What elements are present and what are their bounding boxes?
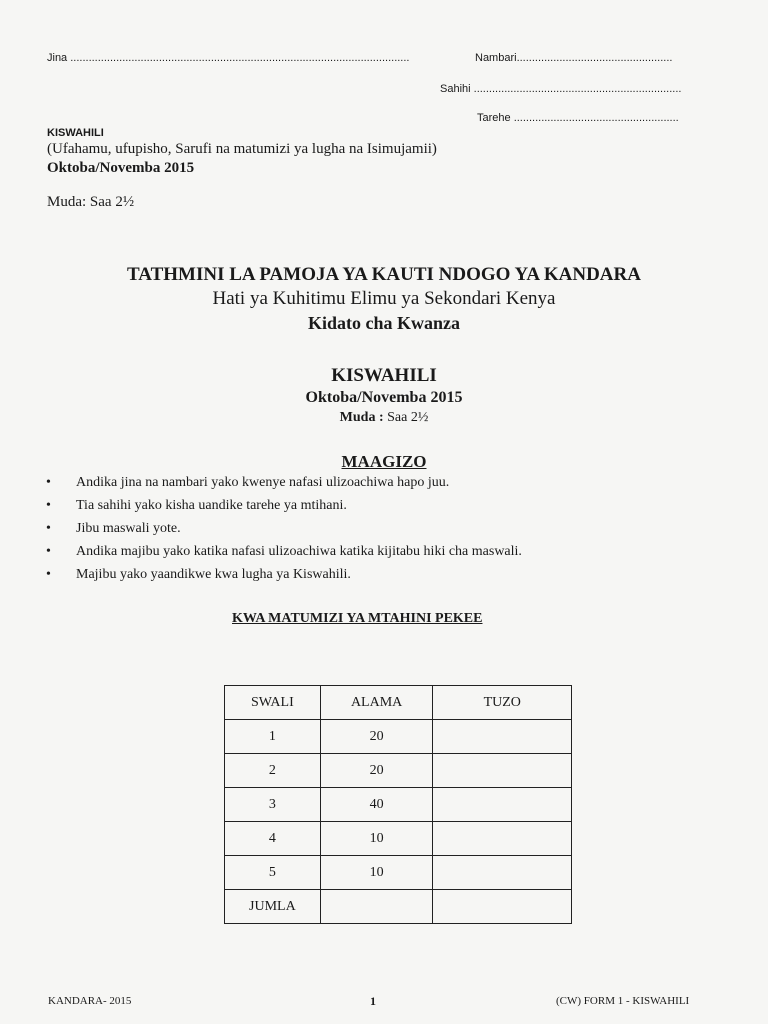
instruction-item: • Tia sahihi yako kisha uandike tarehe ya mtihani. bbox=[46, 494, 726, 517]
duration-label: Muda : bbox=[339, 410, 384, 425]
question-cell: 1 bbox=[225, 720, 321, 754]
question-cell: 5 bbox=[225, 856, 321, 890]
score-cell[interactable] bbox=[433, 788, 572, 822]
table-row bbox=[225, 788, 572, 822]
table-row bbox=[225, 720, 572, 754]
marks-cell: 20 bbox=[320, 720, 433, 754]
exam-form: Kidato cha Kwanza bbox=[307, 313, 460, 333]
date-field[interactable]: Tarehe ...................................................... bbox=[477, 112, 679, 124]
examiner-heading: KWA MATUMIZI YA MTAHINI PEKEE bbox=[232, 611, 483, 626]
score-cell[interactable] bbox=[433, 720, 572, 754]
marks-table bbox=[224, 685, 572, 924]
bullet-icon: • bbox=[46, 544, 51, 559]
name-field[interactable]: Jina ............................................................................................................... bbox=[47, 52, 410, 64]
exam-title: TATHMINI LA PAMOJA YA KAUTI NDOGO YA KANDARA bbox=[127, 264, 641, 285]
duration-value: Saa 2½ bbox=[387, 410, 429, 425]
instruction-item: • Majibu yako yaandikwe kwa lugha ya Kiswahili. bbox=[46, 563, 726, 586]
marks-cell: 40 bbox=[320, 788, 433, 822]
column-header: SWALI bbox=[225, 686, 321, 720]
subject-session: Oktoba/Novemba 2015 bbox=[47, 160, 195, 176]
question-cell: 3 bbox=[225, 788, 321, 822]
table-header-row bbox=[225, 686, 572, 720]
bullet-icon: • bbox=[46, 567, 51, 582]
table-row bbox=[225, 754, 572, 788]
subject-duration: Muda: Saa 2½ bbox=[47, 194, 135, 210]
footer-right: (CW) FORM 1 - KISWAHILI bbox=[556, 995, 690, 1007]
signature-field[interactable]: Sahihi .................................................................... bbox=[440, 83, 682, 95]
bullet-icon: • bbox=[46, 521, 51, 536]
marks-cell: 10 bbox=[320, 856, 433, 890]
subject-topics: (Ufahamu, ufupisho, Sarufi na matumizi ya lugha na Isimujamii) bbox=[47, 141, 437, 157]
instruction-item: • Andika jina na nambari yako kwenye nafasi ulizoachiwa hapo juu. bbox=[46, 471, 726, 494]
number-field[interactable]: Nambari................................................... bbox=[475, 52, 673, 64]
instructions-list bbox=[46, 471, 726, 586]
question-cell: 4 bbox=[225, 822, 321, 856]
paper-session: Oktoba/Novemba 2015 bbox=[305, 389, 463, 406]
table-row bbox=[225, 822, 572, 856]
table-row bbox=[225, 856, 572, 890]
instructions-heading: MAAGIZO bbox=[341, 452, 427, 471]
column-header: TUZO bbox=[433, 686, 572, 720]
bullet-icon: • bbox=[46, 475, 51, 490]
instruction-item: • Andika majibu yako katika nafasi ulizoachiwa katika kijitabu hiki cha maswali. bbox=[46, 540, 726, 563]
footer-left: KANDARA- 2015 bbox=[48, 995, 132, 1007]
marks-cell: 20 bbox=[320, 754, 433, 788]
subject-label: KISWAHILI bbox=[47, 127, 104, 139]
page-number: 1 bbox=[370, 994, 376, 1008]
exam-subtitle: Hati ya Kuhitimu Elimu ya Sekondari Kenya bbox=[212, 288, 556, 309]
column-header: ALAMA bbox=[320, 686, 433, 720]
total-score-cell[interactable] bbox=[433, 890, 572, 924]
paper-duration bbox=[0, 410, 768, 426]
bullet-icon: • bbox=[46, 498, 51, 513]
total-row bbox=[225, 890, 572, 924]
marks-cell: 10 bbox=[320, 822, 433, 856]
score-cell[interactable] bbox=[433, 754, 572, 788]
score-cell[interactable] bbox=[433, 856, 572, 890]
paper-subject: KISWAHILI bbox=[331, 365, 437, 386]
instruction-item: • Jibu maswali yote. bbox=[46, 517, 726, 540]
total-marks-cell bbox=[320, 890, 433, 924]
total-label-cell: JUMLA bbox=[225, 890, 321, 924]
question-cell: 2 bbox=[225, 754, 321, 788]
score-cell[interactable] bbox=[433, 822, 572, 856]
